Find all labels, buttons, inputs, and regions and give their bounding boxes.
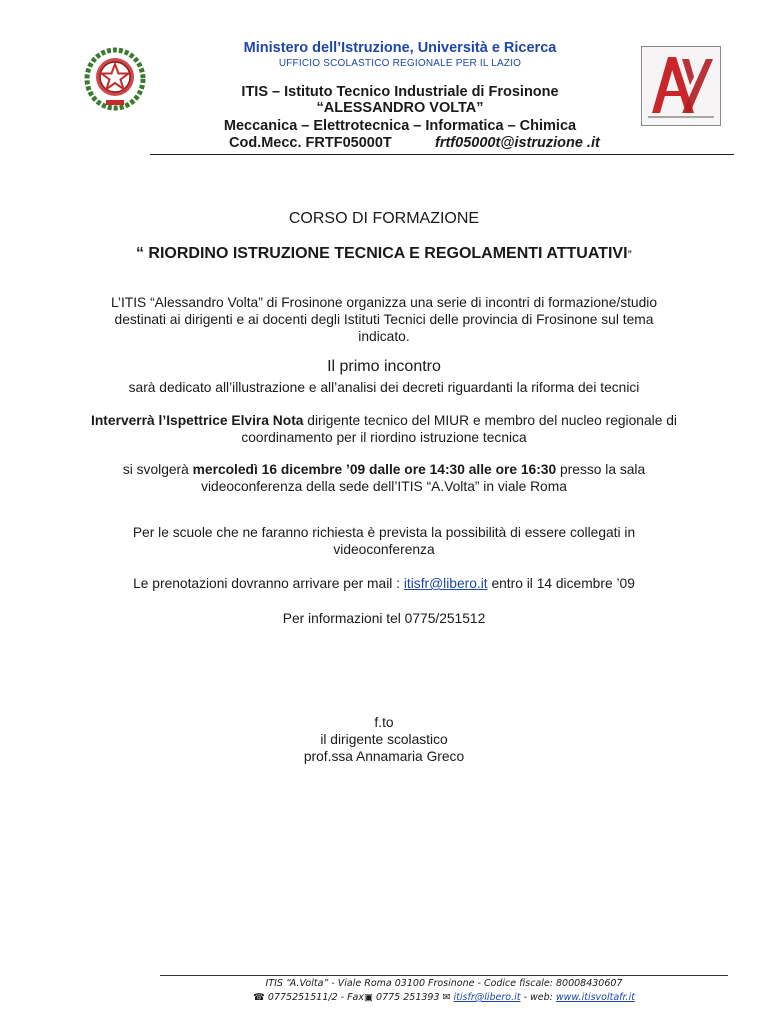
- footer-address: ITIS “A.Volta” - Viale Roma 03100 Frosinone - Codice fiscale: 80008430607: [265, 978, 623, 989]
- course-title: “ RIORDINO ISTRUZIONE TECNICA E REGOLAMENTI ATTUATIVI”: [135, 245, 633, 262]
- av-logo: [641, 46, 721, 126]
- first-meeting-topic: sarà dedicato all’illustrazione e all’analisi dei decreti riguardanti la riforma dei tecnici: [128, 380, 640, 395]
- footer-divider: [160, 975, 728, 976]
- speaker-paragraph: Interverrà l’Ispettrice Elvira Nota dirigente tecnico del MIUR e membro del nucleo regionale di coordinamento per il riordino istruzione tecnica: [91, 413, 677, 445]
- intro-paragraph: L’ITIS “Alessandro Volta” di Frosinone organizza una serie di incontri di formazione/studio destinati ai dirigenti e ai docenti degli Istituti Tecnici delle provincia di Frosinone sul tema indicato.: [110, 295, 658, 344]
- phone-icon: ☎: [253, 992, 265, 1003]
- booking-paragraph: Le prenotazioni dovranno arrivare per mail : itisfr@libero.it entro il 14 dicembre ’09: [133, 576, 635, 591]
- footer-email-link[interactable]: itisfr@libero.it: [453, 992, 521, 1003]
- booking-email-link[interactable]: itisfr@libero.it: [403, 576, 488, 591]
- regional-office: UFFICIO SCOLASTICO REGIONALE PER IL LAZIO: [278, 58, 522, 69]
- info-line: Per informazioni tel 0775/251512: [282, 611, 486, 626]
- school-name: “ALESSANDRO VOLTA”: [316, 100, 484, 116]
- header-divider: [150, 154, 734, 155]
- mail-icon: ✉: [442, 992, 451, 1003]
- schedule-paragraph: si svolgerà mercoledì 16 dicembre ’09 dalle ore 14:30 alle ore 16:30 presso la sala videoconferenza della sede dell’ITIS “A.Volta” in viale Roma: [122, 462, 646, 494]
- fax-icon: ▣: [364, 992, 373, 1003]
- footer-contacts: ☎ 0775251511/2 - Fax▣ 0775 251393 ✉ itisfr@libero.it - web: www.itisvoltafr.it: [253, 992, 635, 1003]
- videoconference-note: Per le scuole che ne faranno richiesta è prevista la possibilità di essere collegati in videoconferenza: [132, 525, 636, 557]
- signature-block: f.to il dirigente scolastico prof.ssa Annamaria Greco: [303, 715, 465, 764]
- ministry-name: Ministero dell’Istruzione, Università e Ricerca: [243, 40, 557, 56]
- italian-republic-emblem: [84, 46, 146, 112]
- course-label: CORSO DI FORMAZIONE: [288, 210, 480, 227]
- footer-web-link[interactable]: www.itisvoltafr.it: [555, 992, 635, 1003]
- first-meeting-heading: Il primo incontro: [327, 358, 441, 375]
- mechanographic-code: Cod.Mecc. FRTF05000T: [229, 135, 392, 151]
- header-email: frtf05000t@istruzione .it: [435, 135, 600, 151]
- school-branches: Meccanica – Elettrotecnica – Informatica – Chimica: [223, 118, 577, 134]
- institute-name: ITIS – Istituto Tecnico Industriale di Frosinone: [241, 84, 559, 100]
